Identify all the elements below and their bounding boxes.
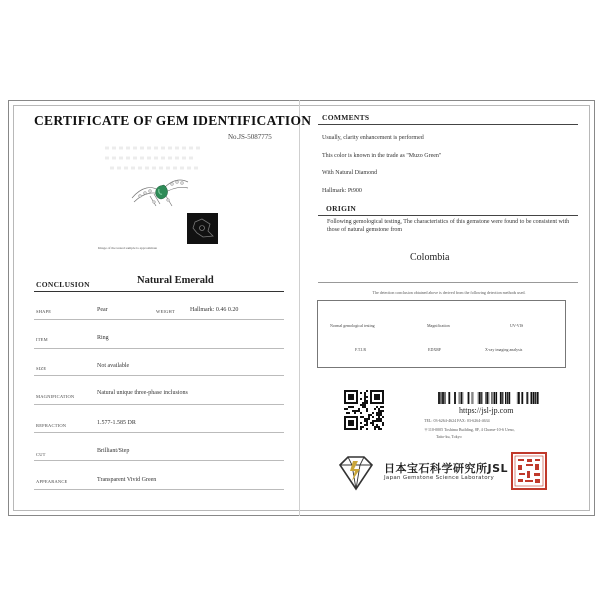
comment-line: With Natural Diamond <box>322 170 378 176</box>
magnification-label: MAGNIFICATION <box>36 394 75 399</box>
row-divider <box>34 319 284 320</box>
shape-label: SHAPE <box>36 309 52 314</box>
method-item: EDXRF <box>428 347 442 352</box>
methods-disclaimer: The detection conclusion obtained above is derived from the following detection methods used. <box>372 290 526 295</box>
refraction-label: REFRACTION <box>36 423 67 428</box>
conclusion-underline <box>34 291 284 292</box>
origin-underline <box>318 215 578 216</box>
method-item: Normal gemological testing <box>330 323 375 328</box>
row-divider <box>34 432 284 433</box>
appearance-value: Transparent Vivid Green <box>97 477 157 483</box>
origin-divider <box>318 282 578 283</box>
lab-url: https://jsl-jp.com <box>459 406 514 415</box>
lab-name-english: Japan Gemstone Science Laboratory <box>384 475 495 481</box>
item-value: Ring <box>97 335 109 341</box>
refraction-value: 1.577-1.585 DR <box>97 420 136 426</box>
cut-label: CUT <box>36 452 46 457</box>
method-item: UV-VIS <box>510 323 524 328</box>
origin-text: Following gemological testing, The characteristics of this gemstone were found to be consistent with those of natural gemstone from <box>327 219 570 233</box>
row-divider <box>34 348 284 349</box>
jsl-logo-icon <box>336 455 376 491</box>
appearance-label: APPEARANCE <box>36 479 68 484</box>
magnification-value: Natural unique three-phase inclusions <box>97 390 188 396</box>
weight-label: WEIGHT <box>156 309 175 314</box>
certificate-title: CERTIFICATE OF GEM IDENTIFICATION <box>34 113 312 128</box>
methods-box <box>317 300 566 368</box>
row-divider <box>34 375 284 376</box>
comments-heading: COMMENTS <box>322 113 370 122</box>
row-divider <box>34 404 284 405</box>
barcode <box>433 392 543 404</box>
photo-caption: Image of the tested sample is approximate <box>98 246 158 250</box>
conclusion-label: CONCLUSION <box>36 280 90 289</box>
size-value: Not available <box>97 363 130 369</box>
row-divider <box>34 460 284 461</box>
method-item: F.T.I.R <box>355 347 367 352</box>
certificate-number: No.JS-5087775 <box>228 133 272 141</box>
weight-value: Hallmark: 0.46 0.20 <box>190 307 239 313</box>
lab-name-japanese: 日本宝石科学研究所JSL <box>384 462 509 475</box>
origin-heading: ORIGIN <box>326 204 357 213</box>
method-item: Magnification <box>427 323 450 328</box>
xray-image <box>187 213 218 244</box>
lab-address-line: Taito-ku, Tokyo <box>436 434 462 439</box>
center-fold <box>299 100 300 516</box>
comments-underline <box>318 124 578 125</box>
shape-value: Pear <box>97 307 108 313</box>
comment-line: Usually, clarity enhancement is performed <box>322 135 424 141</box>
size-label: SIZE <box>36 366 47 371</box>
ring-photo <box>130 172 190 210</box>
method-item: X-ray imaging analysis <box>485 347 523 352</box>
comment-line: This color is known in the trade as "Muzo Green" <box>322 153 442 159</box>
comment-line: Hallmark: Pt900 <box>322 188 362 194</box>
red-seal-stamp <box>511 452 547 490</box>
row-divider <box>34 489 284 490</box>
origin-country: Colombia <box>410 252 450 263</box>
qr-code <box>344 390 384 430</box>
conclusion-value: Natural Emerald <box>137 275 214 286</box>
lab-phone: TEL: 03-6264-4624 FAX: 03-6264-4634 <box>424 418 490 423</box>
item-label: ITEM <box>36 337 48 342</box>
cut-value: Brilliant/Step <box>97 448 130 454</box>
lab-address-line: 〒110-0005 Toshima Building, 8F, 4 Chome-10-6 Ueno, <box>424 427 515 432</box>
